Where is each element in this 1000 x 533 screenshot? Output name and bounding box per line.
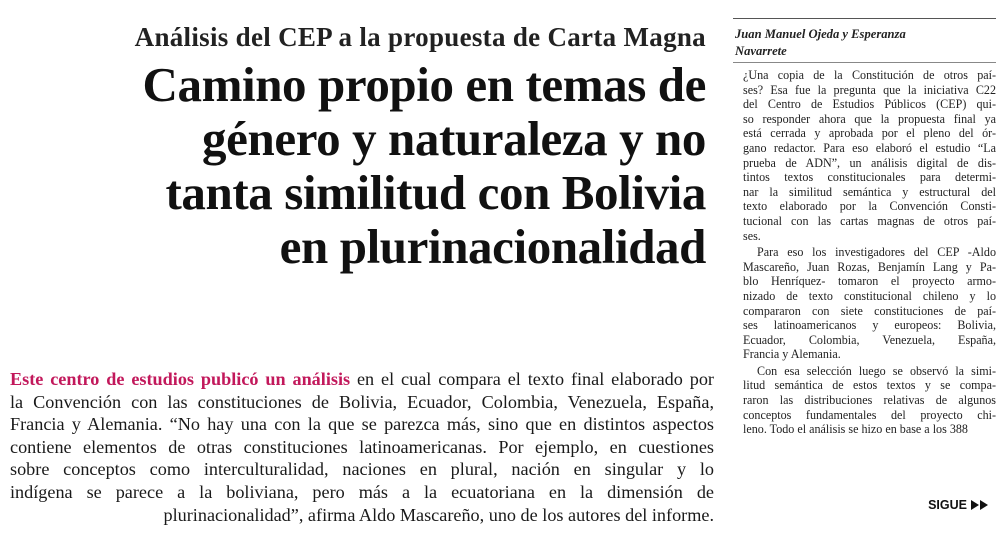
lead-paragraph — [10, 368, 714, 526]
body-line: tucional con las cartas magnas de otros paí- — [743, 213, 996, 228]
body-line: nizado de texto constitucional chileno y lo — [743, 288, 996, 303]
body-line: Con esa selección luego se observó la simi- — [757, 363, 996, 378]
continue-marker — [928, 498, 988, 512]
body-line: leno. Todo el análisis se hizo en base a los 388 — [743, 422, 968, 437]
body-line: ses. — [743, 228, 761, 243]
play-arrow-icon — [971, 500, 988, 510]
body-line: tintos textos constitucionales para determi- — [743, 170, 996, 185]
body-paragraph — [743, 68, 996, 243]
body-line: del Centro de Estudios Públicos (CEP) qui- — [743, 97, 996, 112]
body-line: conceptos fundamentales del proyecto chi- — [743, 407, 996, 422]
body-text — [743, 68, 996, 439]
continue-label: SIGUE — [928, 498, 967, 512]
byline-line: Navarrete — [735, 44, 787, 58]
lead-line-text: en el cual compara el texto final elaborado por — [350, 369, 714, 389]
body-line: prueba de ADN”, un análisis digital de dis- — [743, 155, 996, 170]
lead-accent: Este centro de estudios publicó un análisis — [10, 369, 351, 389]
body-line: Mascareño, Juan Rozas, Benjamín Lang y Pa- — [743, 259, 996, 274]
body-line: blo Henríquez- tomaron el proyecto armo- — [743, 274, 996, 289]
body-line: gano redactor. Para eso elaboró el estudio “La — [743, 140, 996, 155]
body-line: texto elaborado por la Convención Consti- — [743, 199, 996, 214]
lead-line: plurinacionalidad”, afirma Aldo Mascareño, uno de los autores del informe. — [163, 504, 714, 525]
byline-line: Juan Manuel Ojeda y Esperanza — [735, 27, 906, 41]
headline-line: tanta similitud con Bolivia — [165, 165, 706, 220]
body-line: ses latinoamericanos y europeos: Bolivia, — [743, 318, 996, 333]
headline-line: en plurinacionalidad — [279, 219, 706, 274]
headline-line: género y naturaleza y no — [202, 111, 706, 166]
body-line: so responder ahora que la propuesta final ya — [743, 111, 996, 126]
lead-line: indígena se parece a la boliviana, pero más a la ecuatoriana en la dimensión de — [10, 481, 714, 502]
body-paragraph — [743, 364, 996, 437]
body-line: Para eso los investigadores del CEP -Aldo — [757, 245, 996, 260]
byline — [735, 26, 993, 60]
body-paragraph — [743, 245, 996, 362]
body-line: raron las distribuciones relativas de algunos — [743, 393, 996, 408]
lead-line: sobre conceptos como interculturalidad, naciones en plural, nación en singular y lo — [10, 459, 714, 480]
body-line: está cerrada y aprobada por el pleno del ór- — [743, 126, 996, 141]
body-line: ¿Una copia de la Constitución de otros paí- — [743, 68, 996, 82]
byline-rule — [733, 62, 996, 63]
lead-line: Francia y Alemania. “No hay una con la que se parezca más, sino que en distintos aspectos — [10, 414, 714, 435]
kicker: Análisis del CEP a la propuesta de Carta Magna — [134, 22, 706, 52]
lead-line: contiene elementos de otras constituciones latinoamericanas. Por ejemplo, en cuestiones — [10, 436, 714, 457]
top-rule — [733, 18, 996, 19]
body-line: Francia y Alemania. — [743, 347, 841, 362]
headline — [142, 58, 706, 274]
lead-line: la Convención con las constituciones de Bolivia, Ecuador, Colombia, Venezuela, España, — [10, 391, 714, 412]
body-line: litud semántica de estos textos y se compa- — [743, 378, 996, 393]
headline-line: Camino propio en temas de — [142, 57, 706, 112]
body-line: compararon con siete constituciones de paí- — [743, 303, 996, 318]
lead-line — [10, 368, 714, 391]
body-line: ses? Esa fue la pregunta que la iniciativa C22 — [743, 82, 996, 97]
body-line: nar la similitud semántica y estructural del — [743, 184, 996, 199]
body-line: Ecuador, Colombia, Venezuela, España, — [743, 332, 996, 347]
body-column — [733, 0, 996, 533]
